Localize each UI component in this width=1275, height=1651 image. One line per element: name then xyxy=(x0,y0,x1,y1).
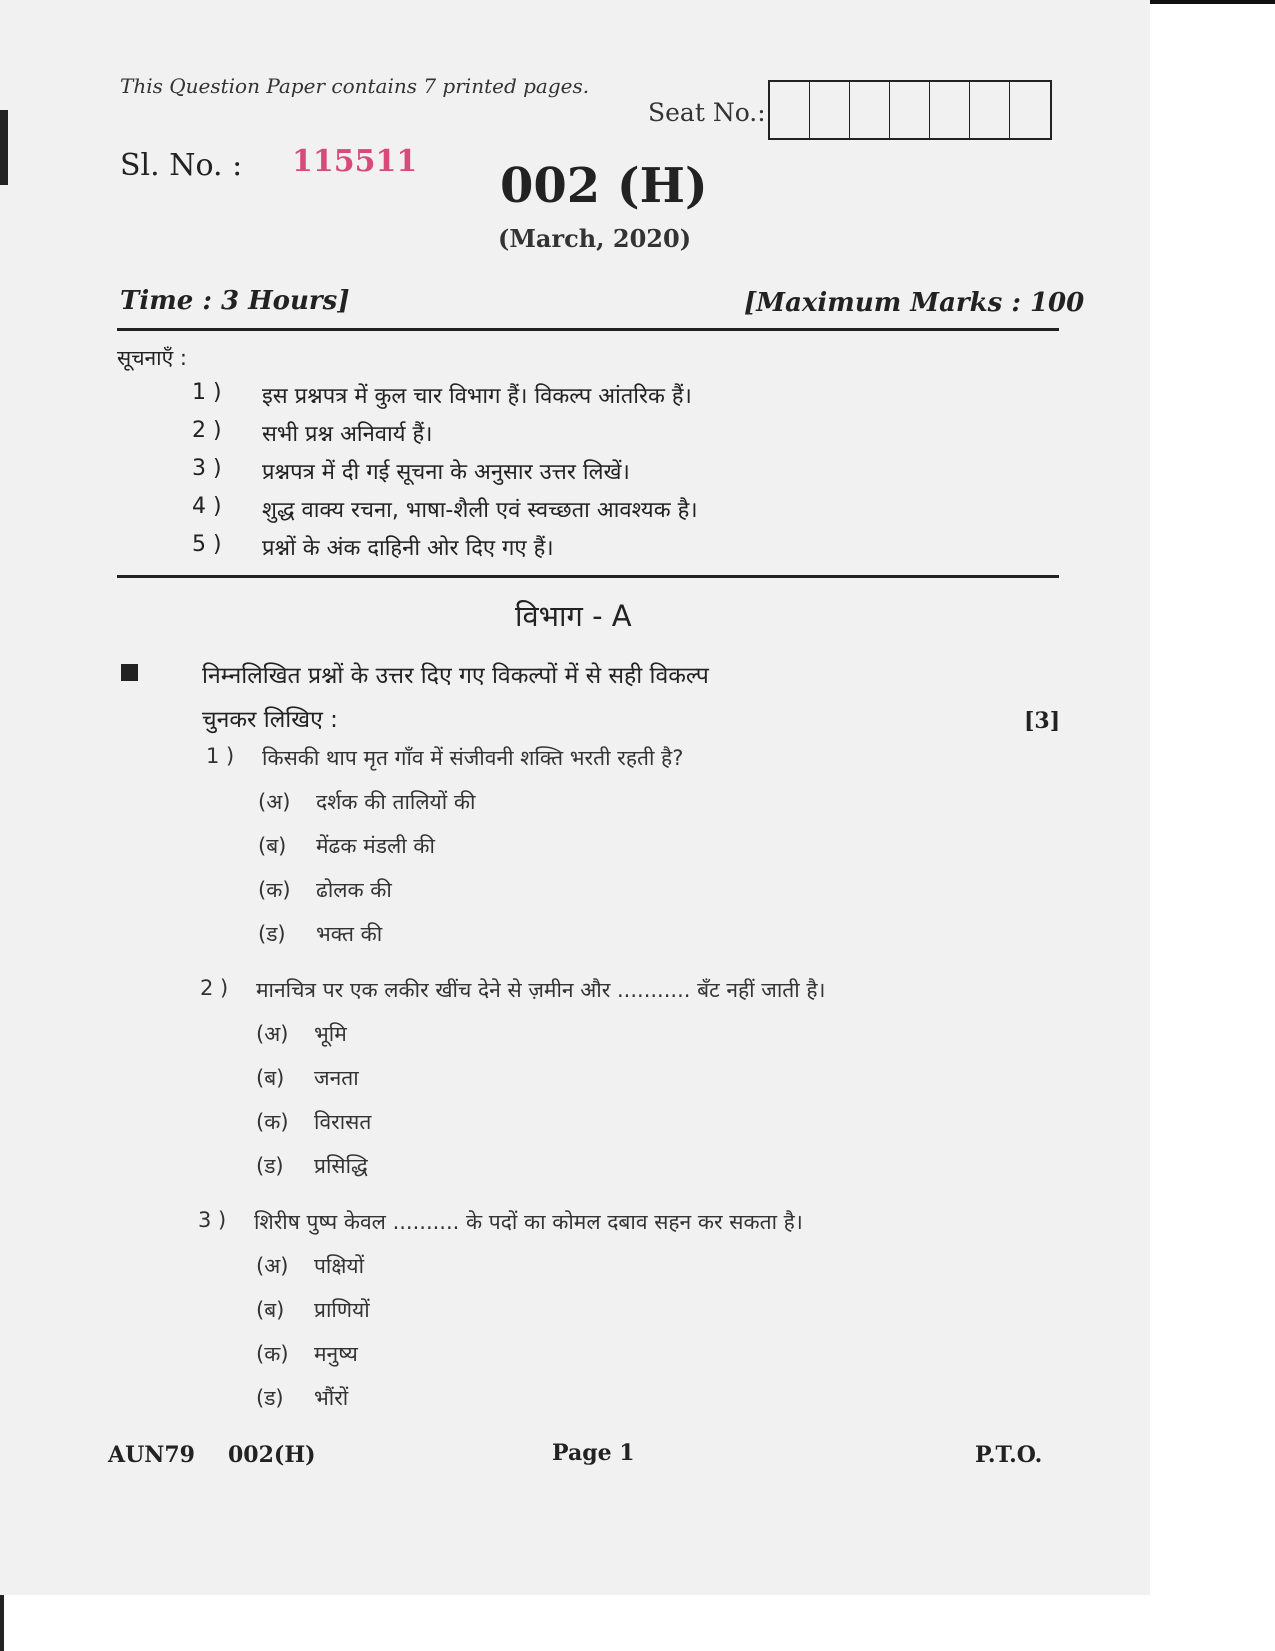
option: (ड) प्रसिद्धि xyxy=(256,1154,368,1178)
instruction-item: 4 ) शुद्ध वाक्य रचना, भाषा-शैली एवं स्वच्छता आवश्यक है। xyxy=(192,494,698,523)
header-divider xyxy=(117,328,1059,331)
option: (क) मनुष्य xyxy=(256,1342,358,1366)
scan-edge-mark xyxy=(0,110,8,185)
seat-number-boxes xyxy=(768,80,1052,140)
option: (क) ढोलक की xyxy=(258,878,392,902)
option: (ब) प्राणियों xyxy=(256,1298,370,1322)
seat-box xyxy=(850,82,890,138)
seat-box xyxy=(890,82,930,138)
instructions-heading: सूचनाएँ : xyxy=(117,346,187,370)
instruction-item: 2 ) सभी प्रश्न अनिवार्य हैं। xyxy=(192,418,433,447)
option: (अ) पक्षियों xyxy=(256,1254,365,1278)
seat-box xyxy=(810,82,850,138)
page-number: Page 1 xyxy=(552,1440,635,1466)
maximum-marks: [Maximum Marks : 100 xyxy=(744,288,1085,318)
option: (ब) जनता xyxy=(256,1066,359,1090)
question-2: 2 ) मानचित्र पर एक लकीर खींच देने से ज़मीन और ........... बँट नहीं जाती है। xyxy=(200,976,826,1002)
option: (अ) दर्शक की तालियों की xyxy=(258,790,476,814)
section-instruction-line-2: चुनकर लिखिए : xyxy=(202,707,338,733)
serial-number-label: Sl. No. : xyxy=(120,148,243,183)
question-1: 1 ) किसकी थाप मृत गाँव में संजीवनी शक्ति भरती रहती है? xyxy=(206,744,684,770)
paper-code: 002 (H) xyxy=(500,158,708,214)
footer-code-2: 002(H) xyxy=(228,1442,316,1468)
instruction-item: 5 ) प्रश्नों के अंक दाहिनी ओर दिए गए हैं। xyxy=(192,532,554,561)
option: (ड) भौंरों xyxy=(256,1386,349,1410)
instruction-item: 3 ) प्रश्नपत्र में दी गई सूचना के अनुसार उत्तर लिखें। xyxy=(192,456,630,485)
question-3: 3 ) शिरीष पुष्प केवल .......... के पदों का कोमल दबाव सहन कर सकता है। xyxy=(198,1208,803,1234)
seat-box xyxy=(1010,82,1050,138)
printed-pages-note: This Question Paper contains 7 printed pages. xyxy=(120,74,590,98)
option: (ब) मेंढक मंडली की xyxy=(258,834,435,858)
seat-box xyxy=(770,82,810,138)
seat-box xyxy=(970,82,1010,138)
instruction-item: 1 ) इस प्रश्नपत्र में कुल चार विभाग हैं। विकल्प आंतरिक हैं। xyxy=(192,380,692,409)
section-marks: [3] xyxy=(1024,708,1061,734)
scan-edge-mark xyxy=(0,1595,4,1651)
serial-number-value: 115511 xyxy=(292,144,418,179)
seat-box xyxy=(930,82,970,138)
instructions-divider xyxy=(117,575,1059,578)
footer-code-1: AUN79 xyxy=(108,1442,195,1468)
option: (अ) भूमि xyxy=(256,1022,347,1046)
square-bullet-icon xyxy=(121,664,138,681)
scan-edge-mark xyxy=(1150,0,1275,4)
option: (ड) भक्त की xyxy=(258,922,383,946)
section-instruction-line-1: निम्नलिखित प्रश्नों के उत्तर दिए गए विकल्पों में से सही विकल्प xyxy=(202,663,709,689)
please-turn-over: P.T.O. xyxy=(975,1442,1043,1468)
section-title: विभाग - A xyxy=(515,599,632,633)
exam-date: (March, 2020) xyxy=(498,224,692,253)
time-allowed: Time : 3 Hours] xyxy=(120,286,350,316)
option: (क) विरासत xyxy=(256,1110,372,1134)
seat-number-label: Seat No.: xyxy=(648,98,766,127)
